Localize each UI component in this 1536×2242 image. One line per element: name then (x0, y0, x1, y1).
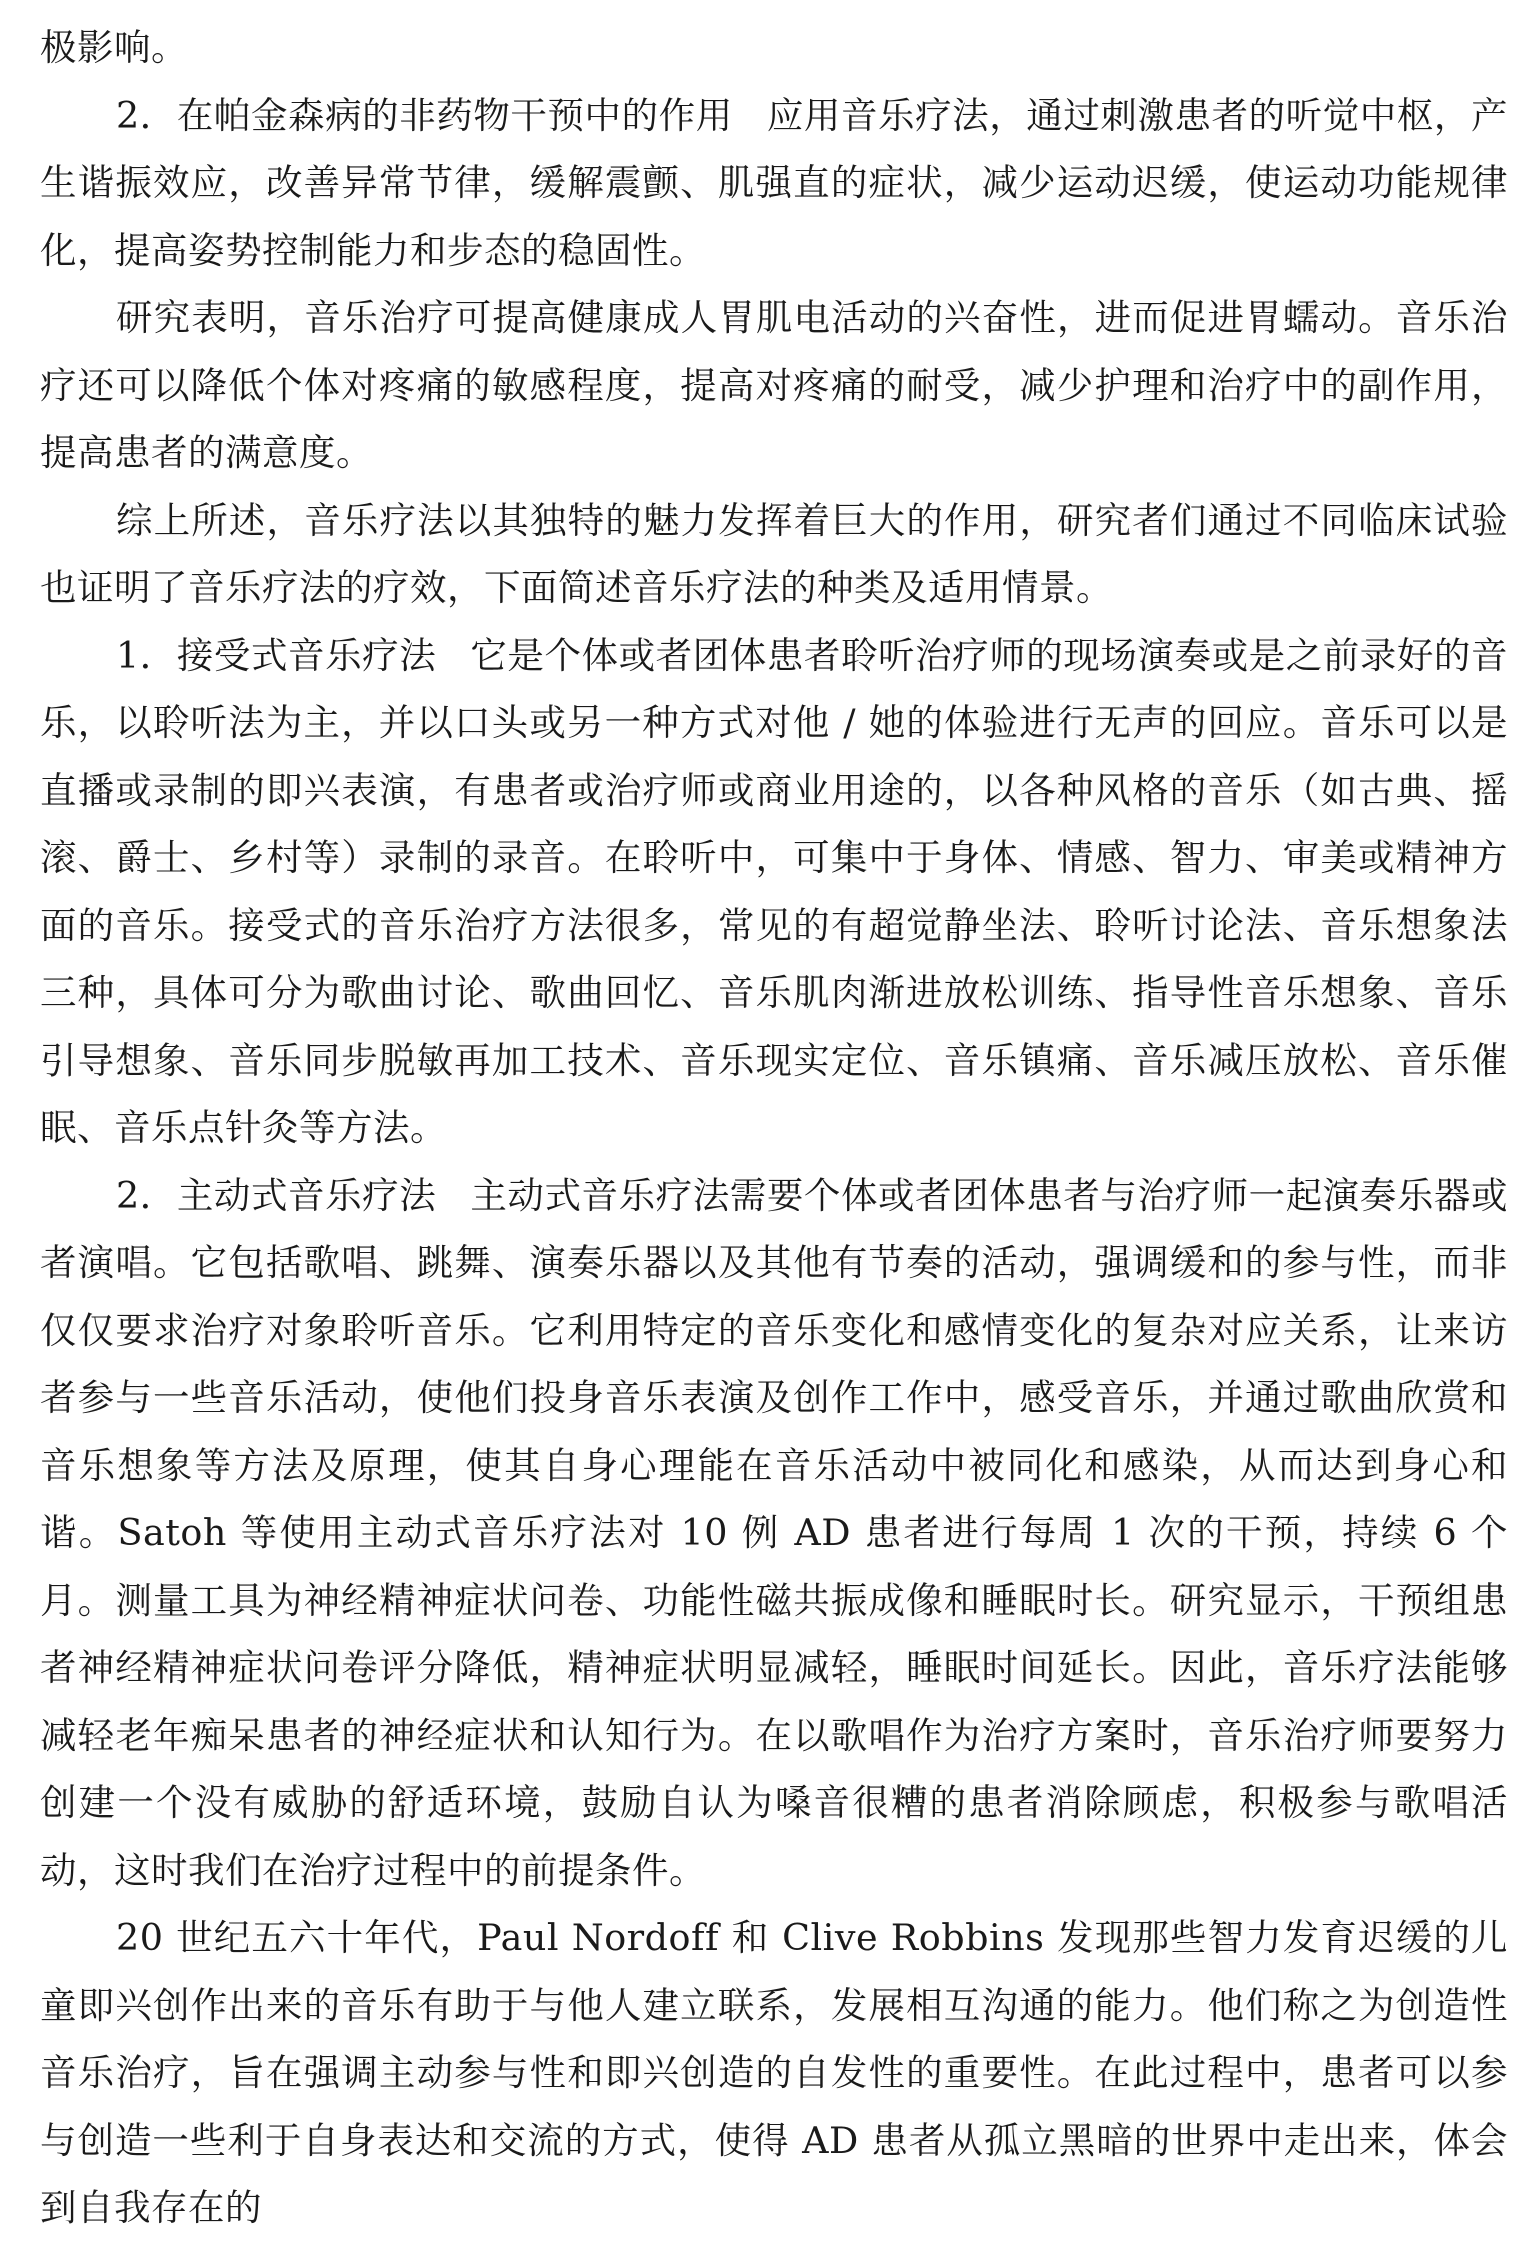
paragraph-parkinson (40, 82, 1508, 285)
paragraph-text: 极影响。 (40, 26, 188, 69)
paragraph-active-therapy (40, 1162, 1508, 1905)
paragraph-continuation (40, 14, 1508, 82)
paragraph-text: 主动式音乐疗法需要个体或者团体患者与治疗师一起演奏乐器或者演唱。它包括歌唱、跳舞、演奏乐器以及其他有节奏的活动，强调缓和的参与性，而非仅仅要求治疗对象聆听音乐。它利用特定的音乐变化和感情变化的复杂对应关系，让来访者参与一些音乐活动，使他们投身音乐表演及创作工作中，感受音乐，并通过歌曲欣赏和音乐想象等方法及原理，使其自身心理能在音乐活动中被同化和感染，从而达到身心和谐。Satoh 等使用主动式音乐疗法对 10 例 AD 患者进行每周 1 次的干预，持续 6 个月。测量工具为神经精神症状问卷、功能性磁共振成像和睡眠时长。研究显示，干预组患者神经精神症状问卷评分降低，精神症状明显减轻，睡眠时间延长。因此，音乐疗法能够减轻老年痴呆患者的神经症状和认知行为。在以歌唱作为治疗方案时，音乐治疗师要努力创建一个没有威胁的舒适环境，鼓励自认为嗓音很糟的患者消除顾虑，积极参与歌唱活动，这时我们在治疗过程中的前提条件。 (40, 1173, 1508, 1892)
paragraph-heading: 2．主动式音乐疗法 (116, 1173, 437, 1217)
paragraph-research (40, 284, 1508, 487)
paragraph-text: 20 世纪五六十年代，Paul Nordoff 和 Clive Robbins 发现那些智力发育迟缓的儿童即兴创作出来的音乐有助于与他人建立联系，发展相互沟通的能力。他们称之为创造性音乐治疗，旨在强调主动参与性和即兴创造的自发性的重要性。在此过程中，患者可以参与创造一些利于自身表达和交流的方式，使得 AD 患者从孤立黑暗的世界中走出来，体会到自我存在的 (40, 1916, 1508, 2229)
paragraph-text: 它是个体或者团体患者聆听治疗师的现场演奏或是之前录好的音乐，以聆听法为主，并以口头或另一种方式对他 / 她的体验进行无声的回应。音乐可以是直播或录制的即兴表演，有患者或治疗师或商业用途的，以各种风格的音乐（如古典、摇滚、爵士、乡村等）录制的录音。在聆听中，可集中于身体、情感、智力、审美或精神方面的音乐。接受式的音乐治疗方法很多，常见的有超觉静坐法、聆听讨论法、音乐想象法三种，具体可分为歌曲讨论、歌曲回忆、音乐肌肉渐进放松训练、指导性音乐想象、音乐引导想象、音乐同步脱敏再加工技术、音乐现实定位、音乐镇痛、音乐减压放松、音乐催眠、音乐点针灸等方法。 (40, 633, 1508, 1149)
paragraph-text: 应用音乐疗法，通过刺激患者的听觉中枢，产生谐振效应，改善异常节律，缓解震颤、肌强直的症状，减少运动迟缓，使运动功能规律化，提高姿势控制能力和步态的稳固性。 (40, 93, 1508, 272)
paragraph-receptive-therapy (40, 622, 1508, 1162)
document-page (40, 14, 1508, 2242)
paragraph-text: 综上所述，音乐疗法以其独特的魅力发挥着巨大的作用，研究者们通过不同临床试验也证明了音乐疗法的疗效，下面简述音乐疗法的种类及适用情景。 (40, 498, 1508, 609)
paragraph-text: 研究表明，音乐治疗可提高健康成人胃肌电活动的兴奋性，进而促进胃蠕动。音乐治疗还可以降低个体对疼痛的敏感程度，提高对疼痛的耐受，减少护理和治疗中的副作用，提高患者的满意度。 (40, 296, 1508, 474)
paragraph-heading: 2．在帕金森病的非药物干预中的作用 (116, 93, 733, 137)
paragraph-creative-therapy (40, 1904, 1508, 2242)
paragraph-summary (40, 487, 1508, 622)
paragraph-heading: 1．接受式音乐疗法 (116, 633, 437, 677)
